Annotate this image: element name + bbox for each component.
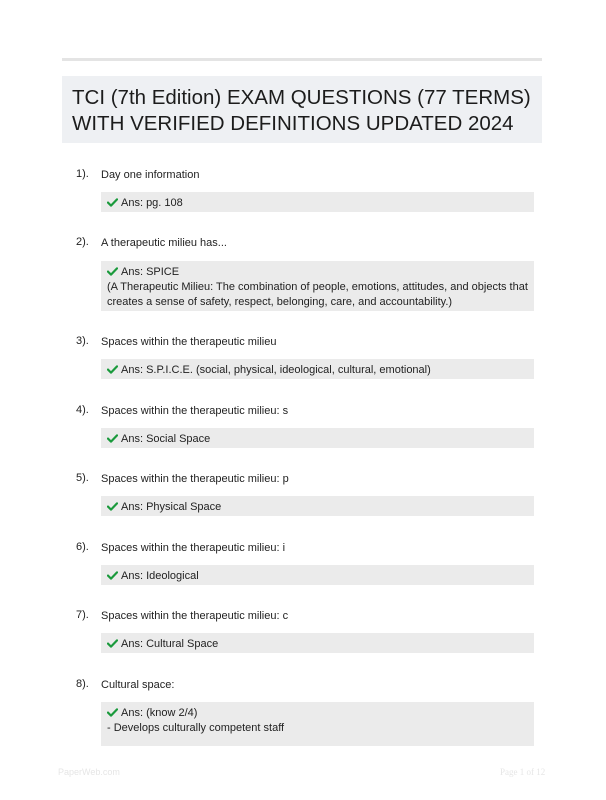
title-line-2: WITH VERIFIED DEFINITIONS UPDATED 2024 [72, 112, 514, 135]
check-icon [107, 502, 118, 511]
answer-line [107, 196, 528, 211]
answer-line [107, 363, 528, 378]
question-number: 3). [76, 335, 89, 347]
check-icon [107, 434, 118, 443]
answer-line [107, 706, 528, 721]
document-title [62, 76, 542, 143]
answer-text: Ans: Physical Space [121, 501, 222, 513]
question-text: Day one information [101, 169, 200, 181]
question-number: 4). [76, 404, 89, 416]
answer-text: Ans: S.P.I.C.E. (social, physical, ideological, cultural, emotional) [121, 364, 431, 376]
top-divider [62, 58, 542, 61]
answer-box [101, 192, 534, 212]
answer-box [101, 633, 534, 653]
question-number: 7). [76, 609, 89, 621]
answer-text: Ans: (know 2/4) [121, 707, 198, 719]
answer-box [101, 261, 534, 311]
check-icon [107, 571, 118, 580]
answer-box [101, 496, 534, 516]
answer-box [101, 359, 534, 379]
question-text: Spaces within the therapeutic milieu: c [101, 610, 289, 622]
question-text: Spaces within the therapeutic milieu: p [101, 473, 289, 485]
answer-text: Ans: Cultural Space [121, 638, 219, 650]
question-text: Cultural space: [101, 679, 175, 691]
title-line-1: TCI (7th Edition) EXAM QUESTIONS (77 TERMS) [72, 86, 531, 109]
check-icon [107, 639, 118, 648]
check-icon [107, 365, 118, 374]
question-number: 8). [76, 678, 89, 690]
answer-text: Ans: Ideological [121, 570, 199, 582]
check-icon [107, 267, 118, 276]
answer-line [107, 637, 528, 652]
question-number: 1). [76, 168, 89, 180]
check-icon [107, 198, 118, 207]
question-text: Spaces within the therapeutic milieu: i [101, 542, 286, 554]
answer-line [107, 569, 528, 584]
answer-text: Ans: pg. 108 [121, 197, 183, 209]
question-number: 5). [76, 472, 89, 484]
question-text: Spaces within the therapeutic milieu [101, 336, 277, 348]
answer-box [101, 565, 534, 585]
answer-line [107, 265, 528, 280]
answer-line [107, 432, 528, 447]
check-icon [107, 708, 118, 717]
answer-line [107, 500, 528, 515]
page-number: Page 1 of 12 [500, 767, 546, 777]
answer-line: (A Therapeutic Milieu: The combination of people, emotions, attitudes, and objects that [107, 281, 528, 293]
answer-text: Ans: Social Space [121, 433, 211, 445]
question-number: 2). [76, 236, 89, 248]
answer-line: - Develops culturally competent staff [107, 722, 285, 734]
question-text: Spaces within the therapeutic milieu: s [101, 405, 289, 417]
answer-line: creates a sense of safety, respect, belonging, care, and accountability.) [107, 296, 453, 308]
answer-box [101, 702, 534, 746]
footer-watermark: PaperWeb.com [58, 767, 120, 777]
answer-text: Ans: SPICE [121, 266, 180, 278]
question-number: 6). [76, 541, 89, 553]
answer-box [101, 428, 534, 448]
question-text: A therapeutic milieu has... [101, 237, 227, 249]
